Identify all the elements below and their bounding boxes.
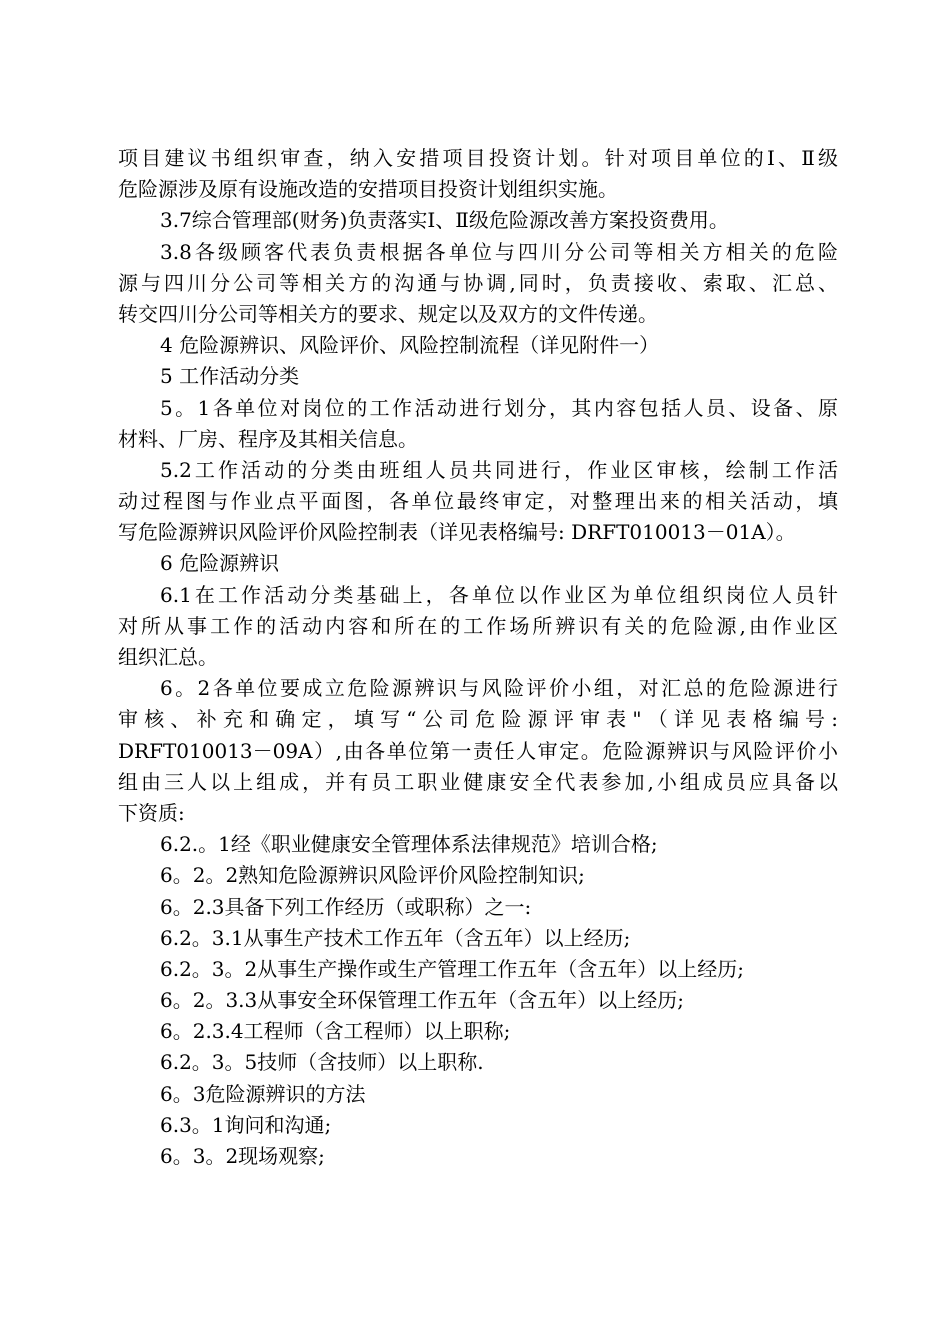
list-item: 6.2。3。5技师（含技师）以上职称. [160, 1050, 484, 1075]
text-line: 3.8各级顾客代表负责根据各单位与四川分公司等相关方相关的危险 [160, 239, 838, 264]
text-line: 组织汇总。 [118, 645, 218, 669]
list-item: 6。2.3具备下列工作经历（或职称）之一: [160, 894, 532, 919]
section-heading: 6。3危险源辨识的方法 [160, 1081, 366, 1106]
text-line: 材料、厂房、程序及其相关信息。 [118, 426, 418, 451]
document-body [118, 143, 838, 1172]
text-line: 项目建议书组织审查，纳入安措项目投资计划。针对项目单位的Ⅰ、Ⅱ级 [118, 146, 838, 170]
section-heading: 5 工作活动分类 [160, 364, 300, 389]
text-line: 写危险源辨识风险评价风险控制表（详见表格编号: DRFT010013－01A）。 [118, 520, 796, 545]
text-line: 转交四川分公司等相关方的要求、规定以及双方的文件传递。 [118, 301, 658, 326]
text-line: 6.1在工作活动分类基础上，各单位以作业区为单位组织岗位人员针 [160, 582, 838, 607]
list-item: 6。3。2现场观察; [160, 1144, 325, 1168]
text-line: 危险源涉及原有设施改造的安措项目投资计划组织实施。 [118, 177, 618, 202]
text-line: 下资质: [118, 800, 185, 825]
list-item: 6。2。2熟知危险源辨识风险评价风险控制知识; [160, 863, 585, 888]
text-line: 5。1各单位对岗位的工作活动进行划分，其内容包括人员、设备、原 [160, 395, 838, 420]
text-line: 3.7综合管理部(财务)负责落实Ⅰ、Ⅱ级危险源改善方案投资费用。 [160, 208, 729, 233]
text-line: 源与四川分公司等相关方的沟通与协调,同时，负责接收、索取、汇总、 [118, 270, 838, 295]
list-item: 6.3。1询问和沟通; [160, 1112, 332, 1137]
section-heading: 4 危险源辨识、风险评价、风险控制流程（详见附件一） [160, 333, 660, 358]
section-heading: 6 危险源辨识 [160, 551, 280, 576]
text-line: 动过程图与作业点平面图，各单位最终审定，对整理出来的相关活动，填 [118, 489, 838, 514]
text-line: 对所从事工作的活动内容和所在的工作场所辨识有关的危险源,由作业区 [118, 613, 838, 638]
list-item: 6.2。3。2从事生产操作或生产管理工作五年（含五年）以上经历; [160, 956, 744, 981]
text-line: DRFT010013－09A）,由各单位第一责任人审定。危险源辨识与风险评价小 [118, 738, 838, 763]
list-item: 6.2。3.1从事生产技术工作五年（含五年）以上经历; [160, 925, 631, 950]
text-line: 组由三人以上组成，并有员工职业健康安全代表参加,小组成员应具备以 [118, 769, 838, 794]
list-item: 6.2.。1经《职业健康安全管理体系法律规范》培训合格; [160, 832, 658, 857]
list-item: 6。2。3.3从事安全环保管理工作五年（含五年）以上经历; [160, 988, 684, 1013]
text-line: 6。2各单位要成立危险源辨识与风险评价小组，对汇总的危险源进行 [160, 676, 838, 701]
text-line: 审核、补充和确定，填写“公司危险源评审表"（详见表格编号: [118, 707, 838, 732]
list-item: 6。2.3.4工程师（含工程师）以上职称; [160, 1019, 511, 1044]
text-line: 5.2工作活动的分类由班组人员共同进行，作业区审核，绘制工作活 [160, 457, 838, 482]
